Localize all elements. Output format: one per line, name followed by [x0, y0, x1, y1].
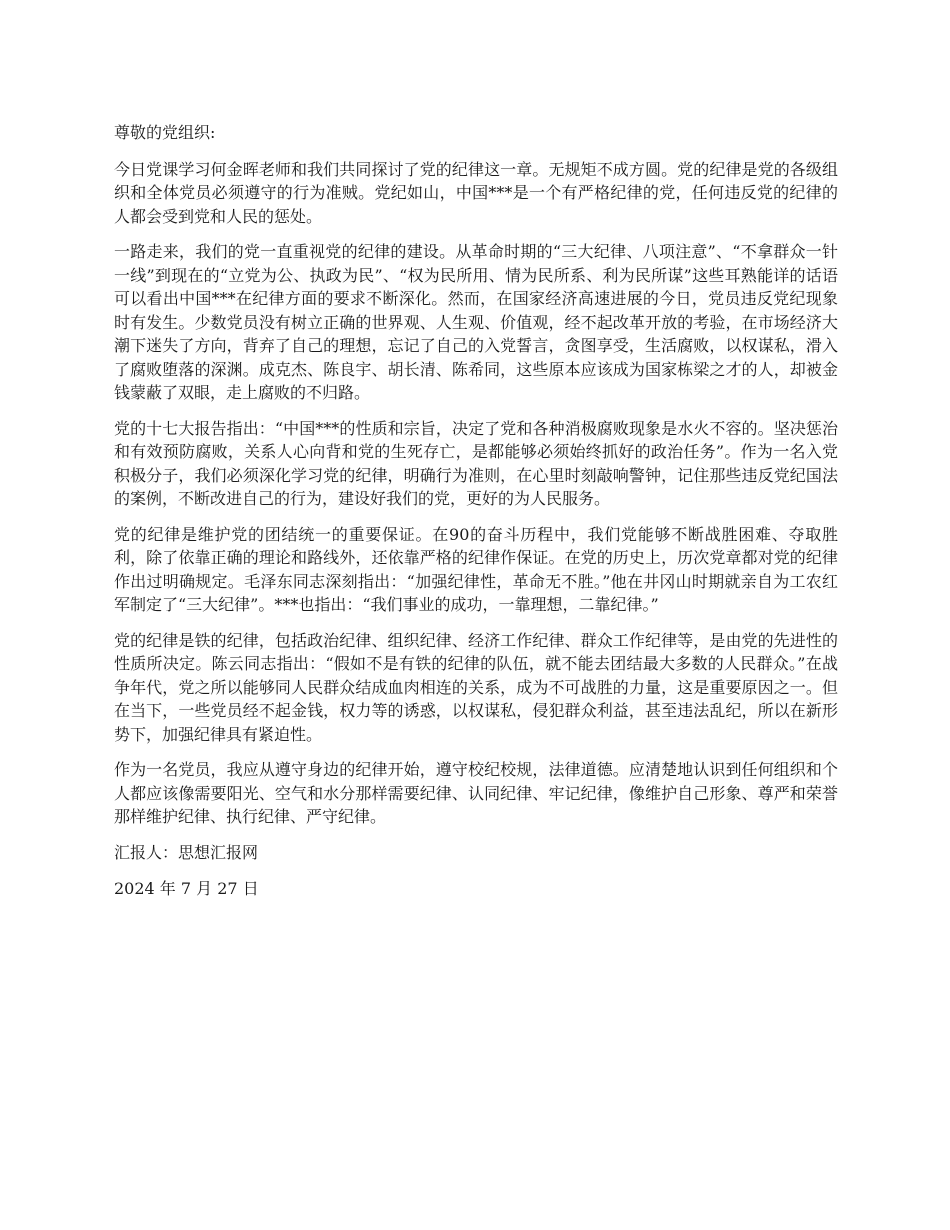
paragraph-3: 党的十七大报告指出：“中国***的性质和宗旨，决定了党和各种消极腐败现象是水火不容的。坚决惩治和有效预防腐败，关系人心向背和党的生死存亡，是都能够必须始终抓好的政治任务”。作为一名入党积极分子，我们必须深化学习党的纪律，明确行为准则，在心里时刻敲响警钟，记住那些违反党纪国法的案例，不断改进自己的行为，建设好我们的党，更好的为人民服务。 — [114, 418, 838, 508]
paragraph-6: 作为一名党员，我应从遵守身边的纪律开始，遵守校纪校规，法律道德。应清楚地认识到任何组织和个人都应该像需要阳光、空气和水分那样需要纪律、认同纪律、牢记纪律，像维护自己形象、尊严和荣誉那样维护纪律、执行纪律、严守纪律。 — [114, 760, 838, 826]
salutation: 尊敬的党组织: — [114, 123, 216, 142]
document-body — [114, 121, 838, 913]
paragraph-4: 党的纪律是维护党的团结统一的重要保证。在90的奋斗历程中，我们党能够不断战胜困难、夺取胜利，除了依靠正确的理论和路线外，还依靠严格的纪律作保证。在党的历史上，历次党章都对党的纪律作出过明确规定。毛泽东同志深刻指出：“加强纪律性，革命无不胜。”他在井冈山时期就亲自为工农红军制定了“三大纪律”。***也指出：“我们事业的成功，一靠理想，二靠纪律。” — [114, 524, 838, 614]
paragraph-1: 今日党课学习何金晖老师和我们共同探讨了党的纪律这一章。无规矩不成方圆。党的纪律是党的各级组织和全体党员必须遵守的行为准贼。党纪如山，中国***是一个有严格纪律的党，任何违反党的纪律的人都会受到党和人民的惩处。 — [114, 159, 838, 226]
paragraph-5: 党的纪律是铁的纪律，包括政治纪律、组织纪律、经济工作纪律、群众工作纪律等，是由党的先进性的性质所决定。陈云同志指出：“假如不是有铁的纪律的队伍，就不能去团结最大多数的人民群众。”在战争年代，党之所以能够同人民群众结成血肉相连的关系，成为不可战胜的力量，这是重要原因之一。但在当下，一些党员经不起金钱，权力等的诱惑，以权谋私，侵犯群众利益，甚至违法乱纪，所以在新形势下，加强纪律具有紧迫性。 — [114, 630, 838, 744]
date: 2024 年 7 月 27 日 — [114, 879, 259, 898]
signature: 汇报人：思想汇报网 — [114, 842, 259, 862]
paragraph-2: 一路走来，我们的党一直重视党的纪律的建设。从革命时期的“三大纪律、八项注意”、“不拿群众一针一线”到现在的“立党为公、执政为民”、“权为民所用、情为民所系、利为民所谋”这些耳熟能详的话语可以看出中国***在纪律方面的要求不断深化。然而，在国家经济高速进展的今日，党员违反党纪现象时有发生。少数党员没有树立正确的世界观、人生观、价值观，经不起改革开放的考验，在市场经济大潮下迷失了方向，背弃了自己的理想，忘记了自己的入党誓言，贪图享受，生活腐败，以权谋私，滑入了腐败堕落的深渊。成克杰、陈良宇、胡长清、陈希同，这些原本应该成为国家栋梁之才的人，却被金钱蒙蔽了双眼，走上腐败的不归路。 — [114, 242, 838, 402]
